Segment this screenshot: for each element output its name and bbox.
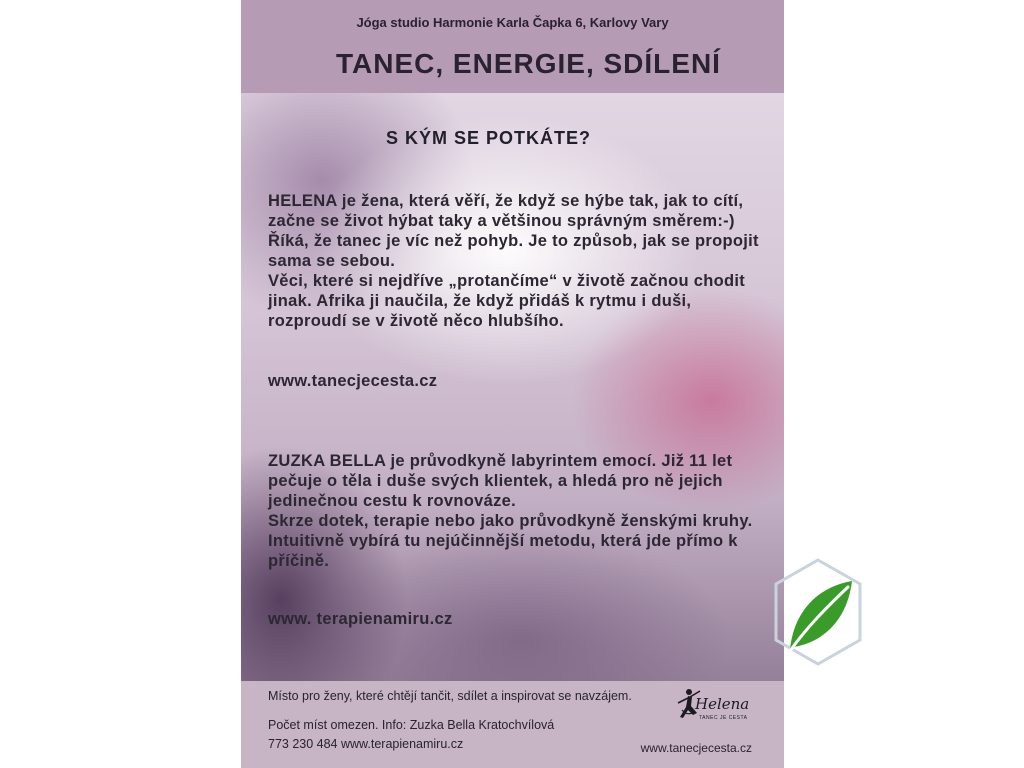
hexagon-leaf-icon <box>772 557 864 667</box>
event-title: TANEC, ENERGIE, SDÍLENÍ <box>336 48 721 79</box>
helena-bio <box>268 191 763 331</box>
zuzka-paragraph-3: Intuitivně vybírá tu nejúčinnější metodu, která jde přímo k příčině. <box>268 532 738 570</box>
footer-tagline: Místo pro ženy, které chtějí tančit, sdílet a inspirovat se navzájem. <box>268 689 632 703</box>
zuzka-paragraph-2: Skrze dotek, terapie nebo jako průvodkyně ženskými kruhy. <box>268 512 753 530</box>
footer-website: www.tanecjecesta.cz <box>640 741 752 755</box>
logo-script: Helena <box>695 695 750 713</box>
helena-intro: je žena, která věří, že když se hýbe tak, jak to cítí, začne se život hýbat taky a většinou správným směrem:-) <box>268 192 744 230</box>
helena-paragraph-2: Říká, že tanec je víc než pohyb. Je to způsob, jak se propojit sama se sebou. <box>268 232 759 270</box>
footer-contact: 773 230 484 www.terapienamiru.cz <box>268 737 464 751</box>
helena-website: www.tanecjecesta.cz <box>268 372 438 390</box>
poster-header <box>241 0 784 93</box>
venue-address: Jóga studio Harmonie Karla Čapka 6, Karlovy Vary <box>356 15 669 30</box>
helena-paragraph-3: Věci, které si nejdříve „protančíme“ v životě začnou chodit jinak. Afrika ji naučila, že když přidáš k rytmu i duši, rozproudí se v životě něco hlubšího. <box>268 272 746 330</box>
zuzka-bio <box>268 451 763 571</box>
section-title: S KÝM SE POTKÁTE? <box>386 128 592 148</box>
helena-name: HELENA <box>268 192 338 210</box>
poster-footer <box>241 681 784 768</box>
event-poster <box>241 0 784 768</box>
zuzka-intro: je průvodkyně labyrintem emocí. Již 11 let pečuje o těla i duše svých klientek, a hledá pro ně jejich jedinečnou cestu k rovnováze. <box>268 452 733 510</box>
zuzka-website: www. terapienamiru.cz <box>268 610 453 628</box>
footer-info: Počet míst omezen. Info: Zuzka Bella Kratochvílová <box>268 718 555 732</box>
zuzka-name: ZUZKA BELLA <box>268 452 386 470</box>
helena-logo <box>673 685 753 735</box>
logo-tagline: TANEC JE CESTA <box>699 715 748 721</box>
